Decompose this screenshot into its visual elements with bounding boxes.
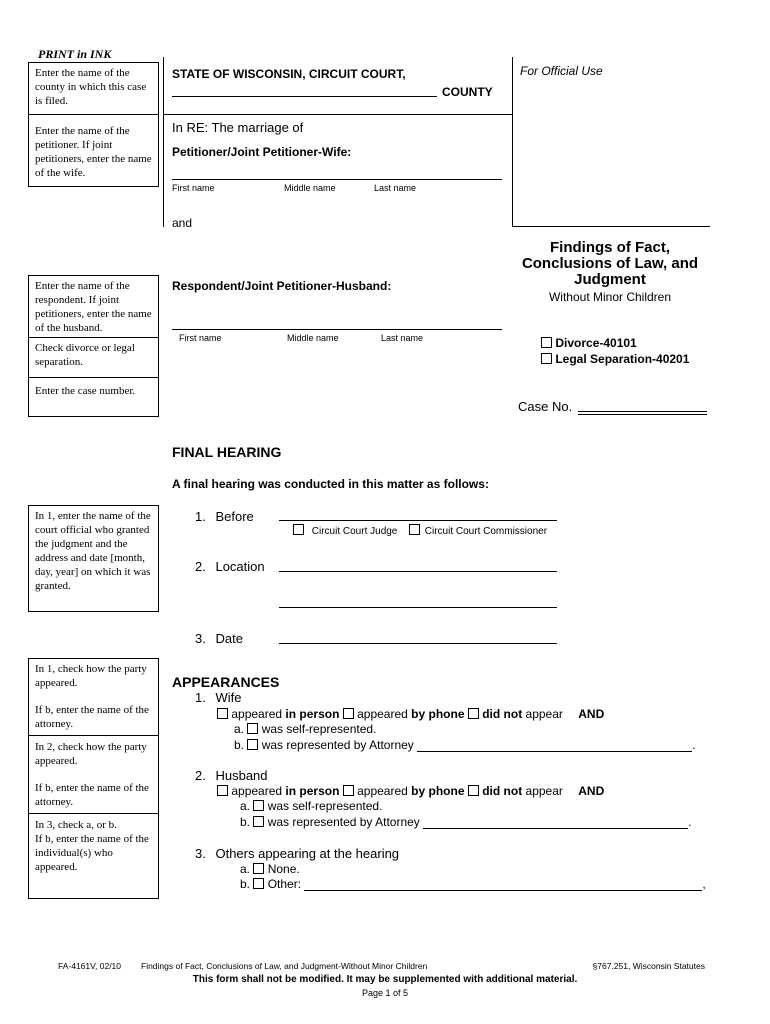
husband-self-represented-label: was self-represented.: [267, 799, 383, 813]
husband-attorney-checkbox[interactable]: [253, 816, 264, 827]
others-none-checkbox[interactable]: [253, 863, 264, 874]
form-title: [512, 240, 708, 288]
wife-hint-a: In 1, check how the party appeared.: [35, 663, 147, 689]
others-none-row: [240, 862, 300, 876]
judge-checkbox[interactable]: [293, 524, 304, 535]
petitioner-name-field[interactable]: [172, 179, 502, 180]
others-b-label: b.: [240, 877, 251, 891]
location-field-line1[interactable]: [279, 571, 557, 572]
wife-attorney-field[interactable]: [417, 739, 692, 752]
wife-b-label: b.: [234, 738, 245, 752]
petitioner-middle-name-label: Middle name: [284, 183, 336, 193]
location-row: [195, 559, 265, 574]
wife-hint-b: If b, enter the name of the attorney.: [35, 704, 149, 730]
date-number: 3.: [195, 631, 206, 646]
husband-by-phone-label: by phone: [411, 784, 465, 798]
appearances-heading: APPEARANCES: [172, 674, 280, 690]
husband-did-not-appear-checkbox[interactable]: [468, 785, 479, 796]
page-number: Page 1 of 5: [361, 988, 409, 998]
wife-attorney-checkbox[interactable]: [247, 739, 258, 750]
county-name-field[interactable]: [172, 96, 437, 97]
sidebar-hearing-box: [28, 505, 159, 612]
wife-attorney-label: was represented by Attorney: [261, 738, 414, 752]
location-label: Location: [215, 559, 265, 574]
wife-in-person-checkbox[interactable]: [217, 708, 228, 719]
date-row: [195, 631, 243, 646]
wife-did-not-label: did not: [482, 707, 523, 721]
wife-number: 1.: [195, 690, 206, 705]
divorce-label: Divorce-40101: [555, 336, 637, 350]
before-row: [195, 509, 254, 524]
form-title-line3: Judgment: [574, 271, 646, 288]
location-field-line2[interactable]: [279, 607, 557, 608]
case-no-label: Case No.: [518, 399, 573, 414]
judge-label: Circuit Court Judge: [311, 526, 398, 537]
wife-attorney-row: b. was represented by Attorney .: [234, 738, 696, 752]
legal-separation-label: Legal Separation-40201: [555, 352, 690, 366]
respondent-label: Respondent/Joint Petitioner-Husband:: [172, 279, 392, 293]
husband-self-represented-checkbox[interactable]: [253, 800, 264, 811]
hearing-hint: In 1, enter the name of the court official who granted the judgment and the address and date [month, day, year] on which it was granted.: [35, 510, 151, 592]
case-number-hint: Enter the case number.: [35, 385, 136, 397]
before-official-field[interactable]: [279, 508, 557, 521]
husband-self-represented-row: [240, 799, 382, 813]
official-use-left-rule: [512, 57, 513, 227]
form-title-line2: Conclusions of Law, and: [521, 255, 699, 272]
others-other-row: b. Other: ,: [240, 877, 706, 891]
wife-self-represented-label: was self-represented.: [261, 722, 377, 736]
wife-appear-label: appear: [525, 707, 563, 721]
husband-appeared-label-1: appeared: [231, 784, 283, 798]
official-use-bottom-rule: [512, 226, 710, 227]
commissioner-checkbox[interactable]: [409, 524, 420, 535]
wife-appeared-label-2: appeared: [357, 707, 408, 721]
wife-self-represented-row: [234, 722, 376, 736]
husband-appear-label: appear: [525, 784, 563, 798]
divorce-checkbox[interactable]: [541, 337, 552, 348]
others-hint-a: In 3, check a, or b.: [35, 819, 117, 831]
commissioner-label: Circuit Court Commissioner: [424, 526, 548, 537]
husband-hint-a: In 2, check how the party appeared.: [35, 741, 147, 767]
date-label: Date: [215, 631, 243, 646]
judge-option[interactable]: [293, 524, 397, 537]
wife-by-phone-checkbox[interactable]: [343, 708, 354, 719]
respondent-last-name-label: Last name: [381, 333, 424, 343]
husband-row: [195, 768, 268, 783]
legal-separation-option[interactable]: [541, 352, 689, 366]
others-other-checkbox[interactable]: [253, 878, 264, 889]
husband-in-person-label: in person: [285, 784, 340, 798]
final-hearing-heading: FINAL HEARING: [172, 444, 282, 460]
husband-attorney-row: b. was represented by Attorney .: [240, 815, 692, 829]
and-label: and: [172, 216, 193, 230]
husband-and-label: AND: [578, 784, 605, 798]
county-divider: [163, 114, 512, 115]
date-field[interactable]: [279, 643, 557, 644]
husband-in-person-checkbox[interactable]: [217, 785, 228, 796]
in-re-label: In RE: The marriage of: [172, 120, 304, 135]
husband-appeared-label-2: appeared: [357, 784, 408, 798]
petitioner-hint: Enter the name of the petitioner. If joint petitioners, enter the name of the wife.: [35, 125, 152, 179]
official-use-label: For Official Use: [520, 64, 603, 78]
case-number-field[interactable]: [578, 400, 707, 412]
footer-form-title: Findings of Fact, Conclusions of Law, and Judgment-Without Minor Children: [141, 961, 428, 971]
before-number: 1.: [195, 509, 206, 524]
husband-attorney-label: was represented by Attorney: [267, 815, 420, 829]
county-hint: Enter the name of the county in which this case is filed.: [35, 67, 147, 107]
husband-did-not-label: did not: [482, 784, 523, 798]
others-row: [195, 846, 399, 861]
husband-label: Husband: [215, 768, 268, 783]
petitioner-first-name-label: First name: [172, 183, 215, 193]
petitioner-label: Petitioner/Joint Petitioner-Wife:: [172, 145, 352, 159]
court-title: STATE OF WISCONSIN, CIRCUIT COURT,: [172, 67, 406, 81]
wife-appearance-options: [217, 707, 604, 721]
wife-by-phone-label: by phone: [411, 707, 465, 721]
before-label: Before: [215, 509, 254, 524]
wife-and-label: AND: [578, 707, 605, 721]
sidebar-header-box: [28, 62, 159, 187]
legal-separation-checkbox[interactable]: [541, 353, 552, 364]
caption-left-rule: [163, 57, 164, 227]
divorce-hint: Check divorce or legal separation.: [35, 342, 135, 368]
form-id: FA-4161V, 02/10: [58, 961, 122, 971]
others-label: Others appearing at the hearing: [215, 846, 400, 861]
divorce-option[interactable]: [541, 336, 637, 350]
commissioner-option[interactable]: [409, 524, 547, 537]
form-subtitle: Without Minor Children: [548, 290, 672, 304]
others-none-label: None.: [267, 862, 300, 876]
husband-hint-b: If b, enter the name of the attorney.: [35, 782, 149, 808]
husband-a-label: a.: [240, 799, 251, 813]
statute-reference: §767.251, Wisconsin Statutes: [592, 961, 705, 971]
husband-appearance-options: [217, 784, 604, 798]
wife-row: [195, 690, 241, 705]
others-number: 3.: [195, 846, 206, 861]
respondent-name-field[interactable]: [172, 329, 502, 330]
sidebar-appearances-box: [28, 658, 159, 899]
wife-a-label: a.: [234, 722, 245, 736]
husband-by-phone-checkbox[interactable]: [343, 785, 354, 796]
sidebar-respondent-box: [28, 275, 159, 417]
print-in-ink-label: PRINT in INK: [38, 47, 112, 61]
final-hearing-intro: A final hearing was conducted in this matter as follows:: [172, 477, 489, 491]
form-title-line1: Findings of Fact,: [550, 239, 670, 256]
modification-notice: This form shall not be modified. It may be supplemented with additional material.: [192, 974, 578, 985]
wife-label: Wife: [215, 690, 242, 705]
husband-b-label: b.: [240, 815, 251, 829]
others-hint-b: If b, enter the name of the individual(s) who appeared.: [35, 833, 149, 873]
petitioner-last-name-label: Last name: [374, 183, 417, 193]
case-number-underline: [578, 414, 707, 415]
husband-number: 2.: [195, 768, 206, 783]
wife-self-represented-checkbox[interactable]: [247, 723, 258, 734]
respondent-middle-name-label: Middle name: [287, 333, 339, 343]
others-other-field[interactable]: [304, 878, 702, 891]
respondent-first-name-label: First name: [179, 333, 222, 343]
wife-did-not-appear-checkbox[interactable]: [468, 708, 479, 719]
husband-attorney-field[interactable]: [423, 816, 688, 829]
respondent-hint: Enter the name of the respondent. If joint petitioners, enter the name of the husband.: [35, 280, 152, 334]
others-a-label: a.: [240, 862, 251, 876]
wife-appeared-label-1: appeared: [231, 707, 283, 721]
wife-in-person-label: in person: [285, 707, 340, 721]
others-other-label: Other:: [267, 877, 302, 891]
location-number: 2.: [195, 559, 206, 574]
county-label: COUNTY: [442, 85, 493, 99]
